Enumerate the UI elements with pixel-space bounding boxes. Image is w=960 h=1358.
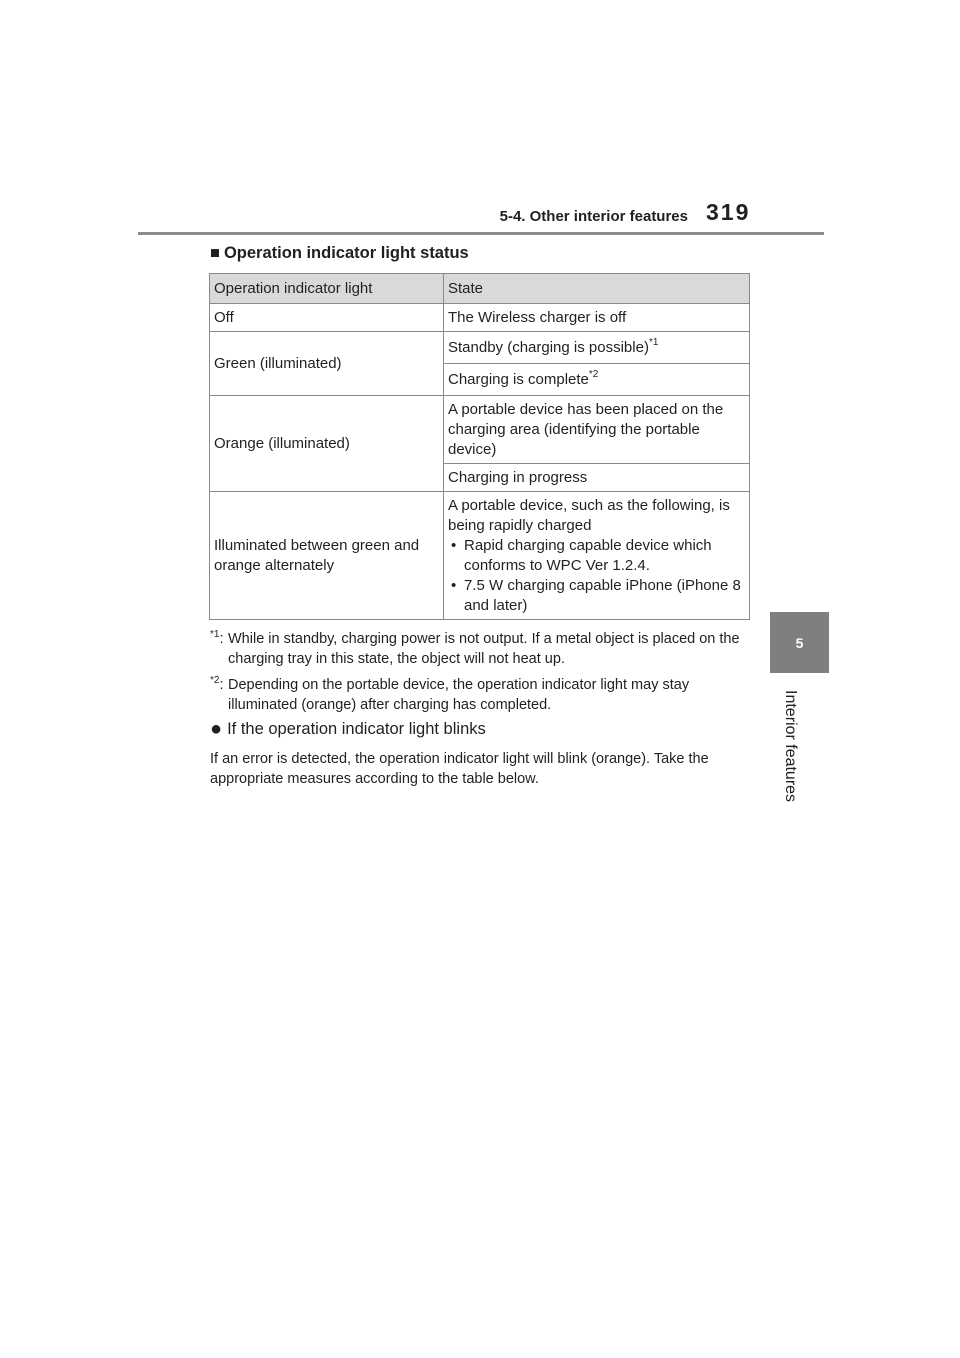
table-row: [210, 396, 750, 464]
cell-state-placed: A portable device has been placed on the charging area (identifying the portable device): [444, 396, 750, 464]
section-heading: [210, 244, 469, 263]
cell-state-standby: [444, 332, 750, 364]
section-heading-text: Operation indicator light status: [223, 244, 469, 262]
table-row: [210, 332, 750, 364]
running-header-title: 5-4. Other interior features: [499, 208, 688, 225]
list-item: • Rapid charging capable device which conforms to WPC Ver 1.2.4.: [448, 536, 745, 576]
footnote-1: [210, 629, 755, 669]
cell-state-complete: [444, 364, 750, 396]
list-item: • 7.5 W charging capable iPhone (iPhone 8 and later): [448, 576, 745, 616]
cell-state-off: The Wireless charger is off: [444, 304, 750, 332]
cell-light-orange: Orange (illuminated): [210, 396, 444, 492]
dot-bullet-icon: ●: [210, 718, 223, 740]
cell-light-off: Off: [210, 304, 444, 332]
table-row: [210, 304, 750, 332]
square-bullet-icon: ■: [210, 244, 220, 262]
state-rapid-intro: A portable device, such as the following, is being rapidly charged: [448, 497, 730, 534]
state-complete-text: Charging is complete: [448, 371, 589, 388]
cell-state-in-progress: Charging in progress: [444, 464, 750, 492]
state-standby-text: Standby (charging is possible): [448, 339, 649, 356]
footnote-text: Depending on the portable device, the operation indicator light may stay illuminated (orange) after charging has completed.: [228, 677, 690, 713]
column-header-light: Operation indicator light: [210, 274, 444, 304]
blink-paragraph: If an error is detected, the operation indicator light will blink (orange). Take the appropriate measures according to the table below.: [210, 751, 709, 787]
cell-state-rapid: [444, 492, 750, 620]
blink-subheading: [210, 718, 486, 741]
footnote-ref-2: *2: [588, 369, 599, 380]
footnote-mark-text: *2: [210, 675, 220, 686]
chapter-number: 5: [795, 634, 804, 651]
cell-light-alternate: Illuminated between green and orange alternately: [210, 492, 444, 620]
table-header-row: [210, 274, 750, 304]
blink-subheading-text: If the operation indicator light blinks: [227, 720, 486, 738]
footnote-mark-text: *1: [210, 629, 220, 640]
indicator-status-table: [209, 273, 750, 620]
footnote-text: While in standby, charging power is not output. If a metal object is placed on the charging tray in this state, the object will not heat up.: [228, 631, 740, 667]
footnote-2: [210, 675, 755, 715]
chapter-tab[interactable]: [770, 612, 829, 673]
rapid-device-list: [448, 536, 745, 616]
footnote-mark: $^{*1}$:: [210, 629, 224, 647]
column-header-state: State: [444, 274, 750, 304]
chapter-label: Interior features: [782, 690, 799, 803]
cell-light-green: Green (illuminated): [210, 332, 444, 396]
footnote-mark: $^{*2}$:: [210, 675, 224, 693]
page-number: 319: [706, 199, 751, 225]
footnote-ref-1: *1: [648, 337, 659, 348]
table-row: [210, 492, 750, 620]
header-divider: [138, 232, 824, 235]
